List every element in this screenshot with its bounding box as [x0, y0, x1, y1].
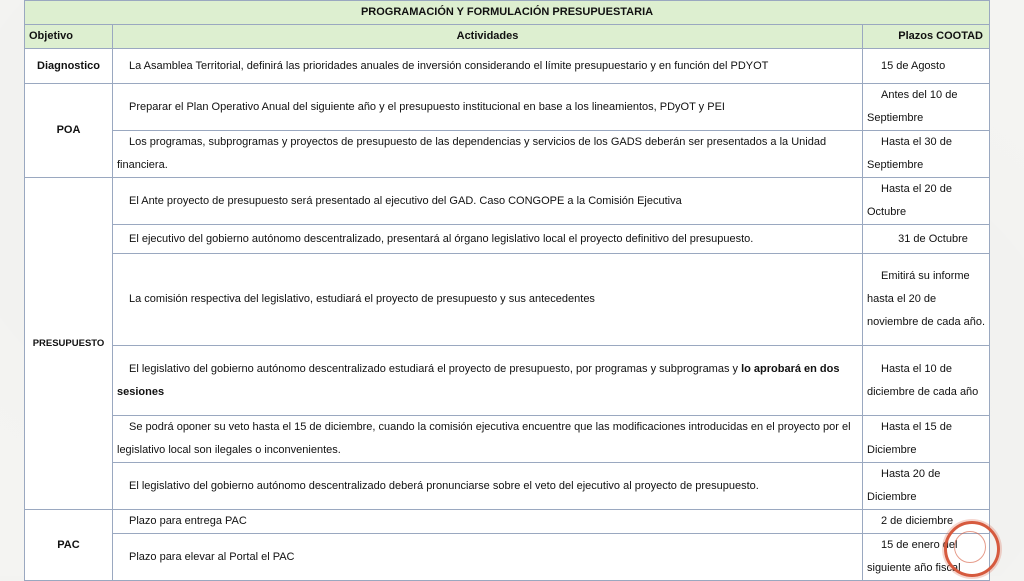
objetivo-pac: PAC	[25, 510, 113, 581]
slide-nav-circle-icon[interactable]	[944, 521, 1000, 577]
plazo-cell: 15 de enero del siguiente año fiscal	[863, 534, 990, 581]
table-row	[25, 131, 990, 178]
actividad-cell: Se podrá oponer su veto hasta el 15 de diciembre, cuando la comisión ejecutiva encuentre que las modificaciones introducidas en el proyecto por el legislativo local son ilegales o inconvenientes.	[113, 416, 863, 463]
plazo-cell: Emitirá su informe hasta el 20 de noviembre de cada año.	[863, 254, 990, 346]
plazo-cell: 2 de diciembre	[863, 510, 990, 534]
actividad-cell: La comisión respectiva del legislativo, estudiará el proyecto de presupuesto y sus antecedentes	[113, 254, 863, 346]
header-plazos: Plazos COOTAD	[863, 25, 990, 49]
actividad-cell: El ejecutivo del gobierno autónomo descentralizado, presentará al órgano legislativo local el proyecto definitivo del presupuesto.	[113, 225, 863, 254]
objetivo-poa: POA	[25, 84, 113, 178]
table-row	[25, 84, 990, 131]
table-header-row	[25, 25, 990, 49]
actividad-cell: Los programas, subprogramas y proyectos de presupuesto de las dependencias y servicios de los GADS deberán ser presentados a la Unidad financiera.	[113, 131, 863, 178]
plazo-cell: Antes del 10 de Septiembre	[863, 84, 990, 131]
table-row	[25, 178, 990, 225]
actividad-cell	[113, 346, 863, 416]
table-row	[25, 510, 990, 534]
plazo-cell: Hasta el 10 de diciembre de cada año	[863, 346, 990, 416]
actividad-cell: Plazo para elevar al Portal el PAC	[113, 534, 863, 581]
plazo-cell: Hasta el 30 de Septiembre	[863, 131, 990, 178]
table-row	[25, 225, 990, 254]
table-title-row	[25, 1, 990, 25]
table-row	[25, 254, 990, 346]
circle-inner-ring	[954, 531, 986, 563]
budget-table	[24, 0, 990, 581]
plazo-cell: 31 de Octubre	[863, 225, 990, 254]
table-row	[25, 463, 990, 510]
header-objetivo: Objetivo	[25, 25, 113, 49]
table-title: PROGRAMACIÓN Y FORMULACIÓN PRESUPUESTARIA	[25, 1, 990, 25]
table-row	[25, 346, 990, 416]
actividad-cell: Plazo para entrega PAC	[113, 510, 863, 534]
objetivo-presupuesto: PRESUPUESTO	[25, 178, 113, 510]
actividad-cell: Preparar el Plan Operativo Anual del siguiente año y el presupuesto institucional en base a los lineamientos, PDyOT y PEI	[113, 84, 863, 131]
plazo-cell: Hasta el 15 de Diciembre	[863, 416, 990, 463]
actividad-cell: La Asamblea Territorial, definirá las prioridades anuales de inversión considerando el límite presupuestario y en función del PDYOT	[113, 49, 863, 84]
actividad-cell: El legislativo del gobierno autónomo descentralizado deberá pronunciarse sobre el veto del ejecutivo al proyecto de presupuesto.	[113, 463, 863, 510]
plazo-cell: Hasta el 20 de Octubre	[863, 178, 990, 225]
budget-table-container	[24, 0, 989, 581]
actividad-bold-text: lo aprobará en dos sesiones	[117, 362, 840, 398]
table-row	[25, 534, 990, 581]
actividad-cell: El Ante proyecto de presupuesto será presentado al ejecutivo del GAD. Caso CONGOPE a la Comisión Ejecutiva	[113, 178, 863, 225]
header-actividades: Actividades	[113, 25, 863, 49]
objetivo-diagnostico: Diagnostico	[25, 49, 113, 84]
table-row	[25, 416, 990, 463]
actividad-text: El legislativo del gobierno autónomo descentralizado estudiará el proyecto de presupuesto, por programas y subprogramas y	[129, 362, 742, 375]
plazo-cell: 15 de Agosto	[863, 49, 990, 84]
plazo-cell: Hasta 20 de Diciembre	[863, 463, 990, 510]
table-row	[25, 49, 990, 84]
